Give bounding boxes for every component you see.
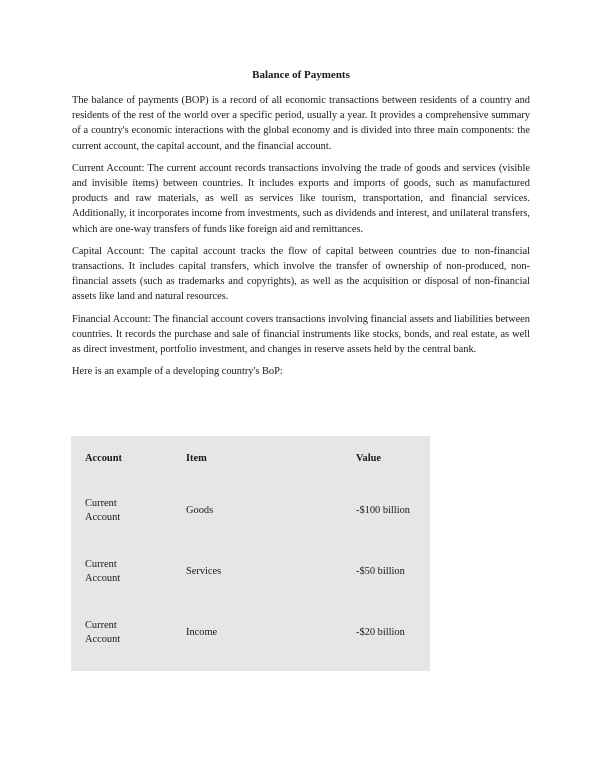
paragraph-bop-definition: The balance of payments (BOP) is a record of all economic transactions between residents of a country and residents of the rest of the world over a specific period, usually a year. It provides a comprehensive summary of a country's economic interactions with the global economy and is divided into three main components: the current account, the capital account, and the financial account. [72,95,530,152]
header-value: Value [356,452,382,464]
cell-item: Services [186,565,222,577]
cell-item: Goods [186,504,214,516]
cell-item: Income [186,626,218,638]
cell-account: Current Account [85,558,121,584]
header-item: Item [186,452,207,464]
cell-value: -$20 billion [356,626,405,638]
paragraph-financial-account: Financial Account: The financial account covers transactions involving financial assets and liabilities between countries. It records the purchase and sale of financial instruments like stocks, bonds, and real estate, as well as direct investment, portfolio investment, and changes in reserve assets held by the central bank. [72,313,530,356]
bop-table-container [71,436,430,671]
cell-account: Current Account [85,497,121,523]
cell-value: -$100 billion [356,504,410,516]
document-page [72,68,530,379]
bop-table [71,436,430,663]
cell-account: Current Account [85,619,121,645]
paragraph-current-account: Current Account: The current account records transactions involving the trade of goods and services (visible and invisible items) between countries. It includes exports and imports of goods, such as manufactured products and raw materials, as well as services like tourism, transportation, and financial services. Additionally, it incorporates income from investments, such as dividends and interest, and unilateral transfers, which are one-way transfers of funds like foreign aid and remittances. [72,162,530,235]
header-account: Account [85,452,122,464]
example-intro: Here is an example of a developing country's BoP: [72,366,283,378]
table-row [71,541,430,602]
document-title: Balance of Payments [252,69,350,81]
table-header-row [71,436,430,480]
cell-value: -$50 billion [356,565,405,577]
table-row [71,480,430,541]
paragraph-capital-account: Capital Account: The capital account tracks the flow of capital between countries due to non-financial transactions. It includes capital transfers, which involve the transfer of ownership of non-produced, non-financial assets (such as trademarks and copyrights), as well as the acquisition or disposal of non-financial assets like land and natural resources. [72,245,530,303]
table-row [71,602,430,663]
